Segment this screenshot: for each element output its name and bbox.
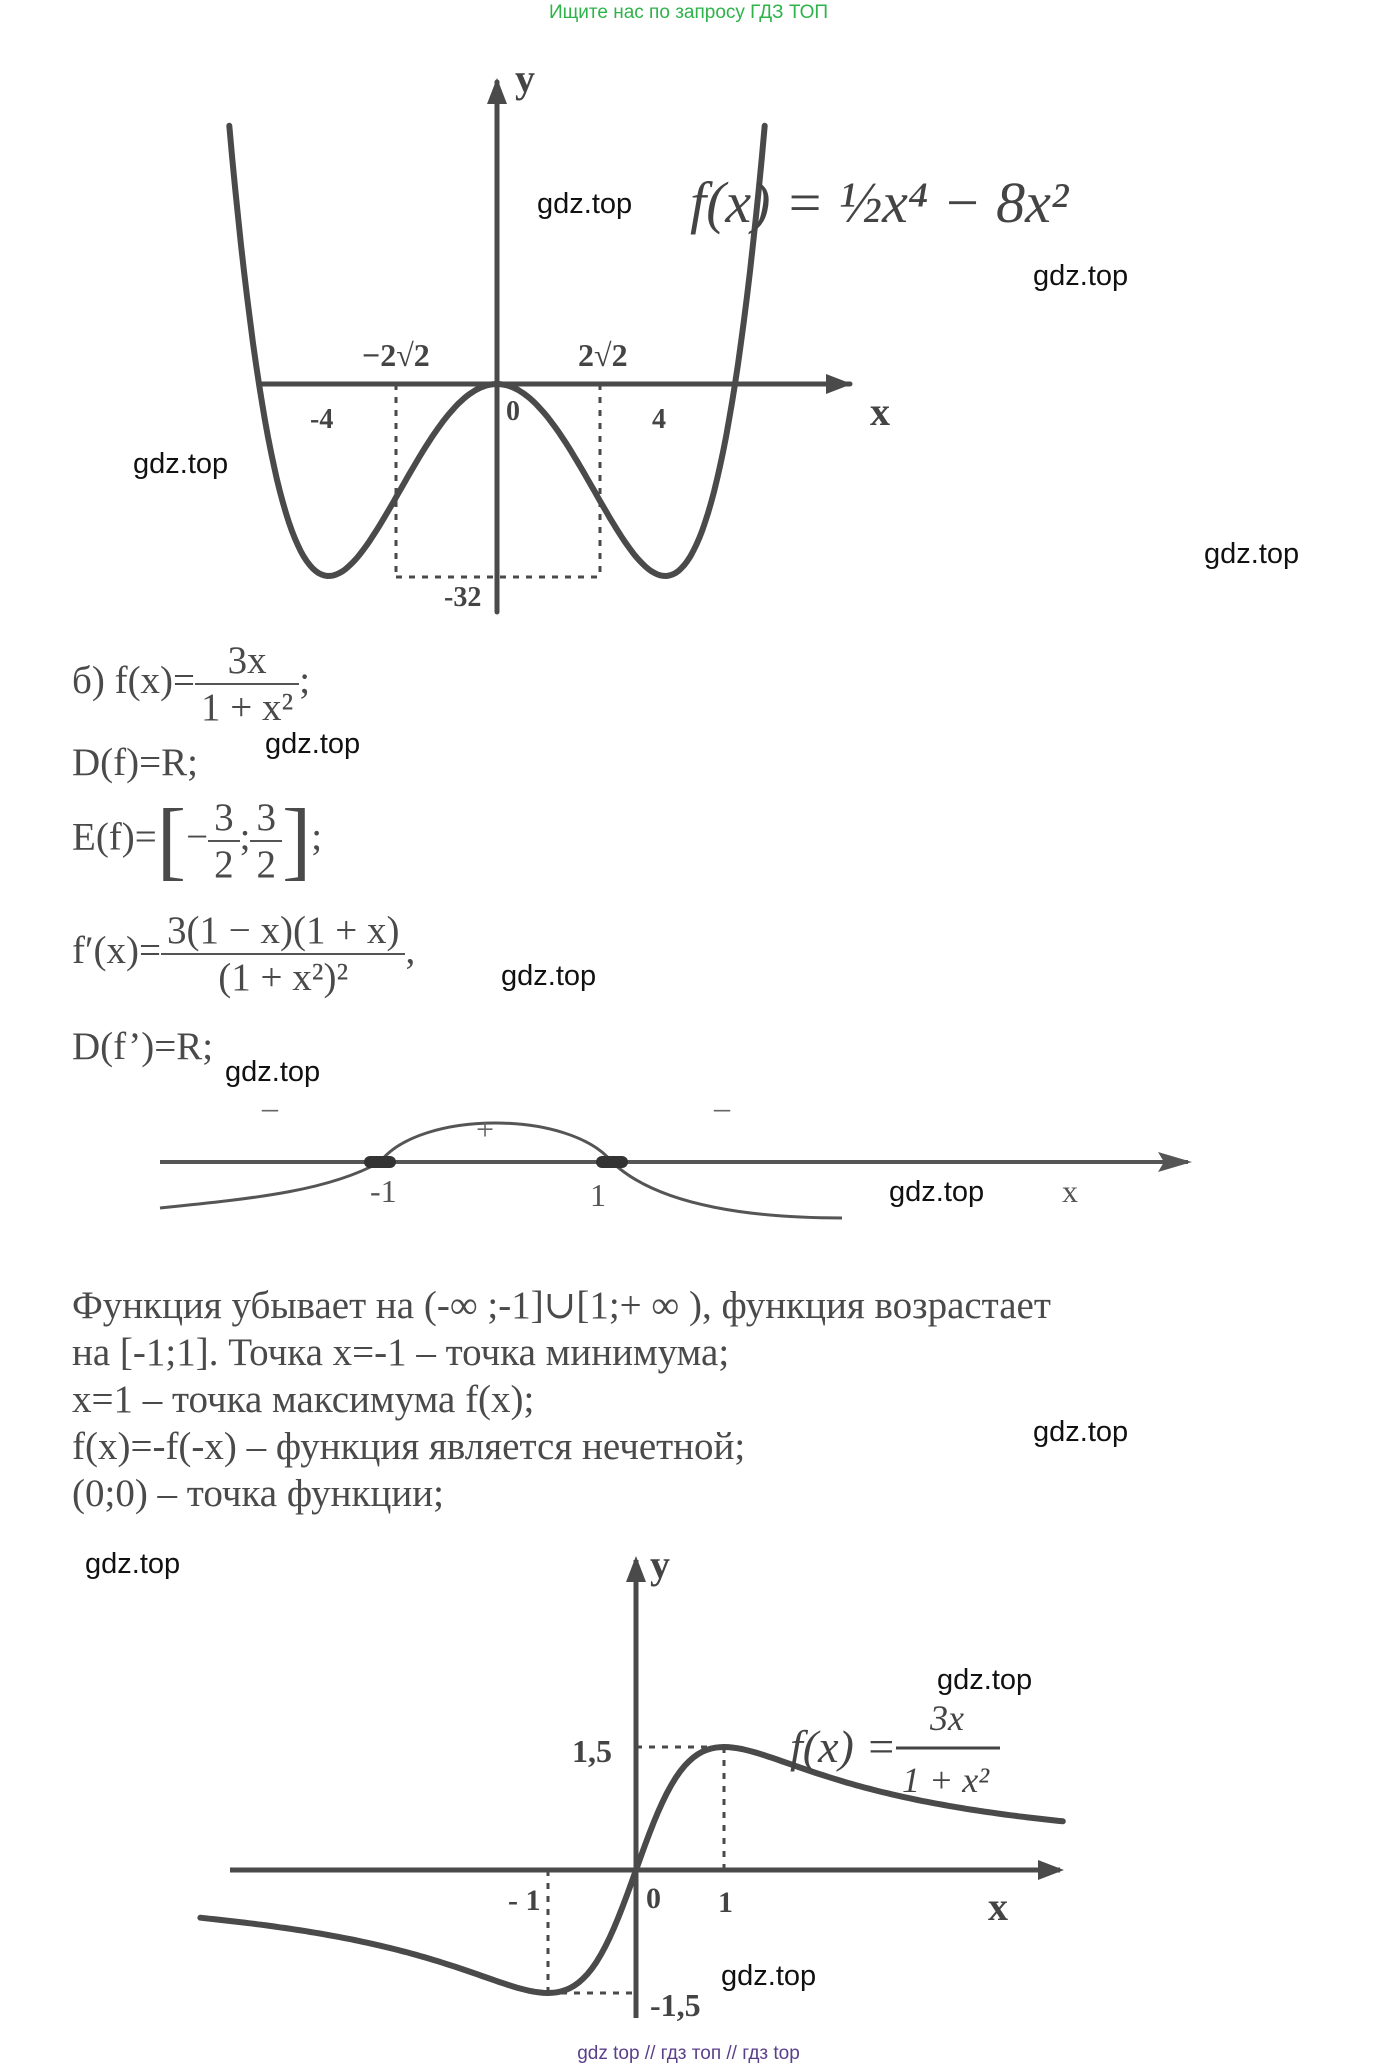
analysis-line-4: f(x)=-f(-x) – функция является нечетной; xyxy=(72,1425,746,1468)
y-arrow xyxy=(487,78,507,104)
rational-formula-den: 1 + x² xyxy=(902,1760,990,1800)
domain-line: D(f)=R; xyxy=(72,741,198,784)
search-hint[interactable]: Ищите нас по запросу ГДЗ ТОП xyxy=(548,2,829,23)
sign-label-a: -1 xyxy=(370,1173,397,1209)
x-label: x xyxy=(870,389,890,434)
sign-point-a xyxy=(364,1156,396,1168)
watermark-7: gdz.top xyxy=(225,1056,321,1088)
watermark-3: gdz.top xyxy=(133,448,229,480)
sign-chart xyxy=(0,1090,1377,1230)
range-bracket-right: ] xyxy=(281,792,312,889)
range-frac-b: $\frac{3}{2}$ xyxy=(250,795,282,887)
y-label-2: y xyxy=(650,1542,670,1587)
function-fraction xyxy=(195,638,299,730)
x-arrow xyxy=(826,374,852,394)
range-sep: ; xyxy=(239,815,251,859)
y-label: y xyxy=(515,56,535,101)
function-definition xyxy=(72,638,310,730)
watermark-11: gdz.top xyxy=(937,1664,1033,1696)
analysis-line-1: Функция убывает на (-∞ ;-1]∪[1;+ ∞ ), функция возрастает xyxy=(72,1284,1051,1327)
tick-zero-2: 0 xyxy=(646,1882,661,1915)
analysis-line-5: (0;0) – точка функции; xyxy=(72,1472,444,1515)
range-prefix: E(f)= xyxy=(72,815,157,859)
derivative-domain-line: D(f’)=R; xyxy=(72,1025,214,1068)
footer-links[interactable]: gdz top // гдз топ // гдз top xyxy=(577,2043,800,2064)
derivative-line xyxy=(72,908,415,1000)
tick-4: 4 xyxy=(652,404,666,435)
sign-axis-label: x xyxy=(1062,1173,1078,1209)
analysis-line-2: на [-1;1]. Точка x=-1 – точка минимума; xyxy=(72,1331,730,1374)
watermark-8: gdz.top xyxy=(889,1176,985,1208)
range-end: ; xyxy=(311,815,323,859)
y-arrow-2 xyxy=(626,1556,646,1582)
fraction-numerator: 3x xyxy=(195,638,299,685)
quartic-formula: f(x) = ½x⁴ − 8x² xyxy=(690,170,1069,235)
rational-formula-num: 3x xyxy=(930,1698,964,1738)
watermark-5: gdz.top xyxy=(265,728,361,760)
watermark-4: gdz.top xyxy=(1204,538,1300,570)
watermark-1: gdz.top xyxy=(537,188,633,220)
graph-quartic xyxy=(0,0,1377,640)
derivative-fraction: $\frac{3(1 - x)(1 + x)}{\text{(1 + x²)²}}$ xyxy=(161,908,405,1000)
range-line xyxy=(72,790,322,891)
sign-curve-left xyxy=(160,1162,380,1208)
derivative-prefix: f′(x)= xyxy=(72,928,161,972)
sign-curve-mid xyxy=(380,1123,612,1162)
sign-left: – xyxy=(262,1090,278,1125)
derivative-end: , xyxy=(405,928,416,972)
tick-minus4: -4 xyxy=(310,404,334,435)
watermark-6: gdz.top xyxy=(501,960,597,992)
sign-point-b xyxy=(596,1156,628,1168)
sign-mid: + xyxy=(476,1111,495,1147)
sign-right: – xyxy=(714,1090,730,1125)
watermark-10: gdz.top xyxy=(85,1548,181,1580)
tick-2root2: 2√2 xyxy=(578,337,628,373)
analysis-line-3: x=1 – точка максимума f(x); xyxy=(72,1378,535,1421)
watermark-2: gdz.top xyxy=(1033,260,1129,292)
tick-one: 1 xyxy=(718,1886,733,1919)
tick-bottom: -1,5 xyxy=(650,1987,701,2023)
function-end: ; xyxy=(299,658,311,702)
x-arrow-2 xyxy=(1038,1860,1064,1880)
function-label: б) f(x)= xyxy=(72,658,196,702)
watermark-12: gdz.top xyxy=(721,1960,817,1992)
range-frac-a: $\frac{3}{2}$ xyxy=(208,795,240,887)
sign-label-b: 1 xyxy=(590,1177,606,1213)
graph-rational xyxy=(0,1530,1377,2030)
rational-formula-prefix: f(x) = xyxy=(790,1721,897,1772)
tick-minus-2root2: −2√2 xyxy=(362,337,430,373)
tick-zero: 0 xyxy=(506,396,520,427)
tick-top: 1,5 xyxy=(572,1733,612,1769)
analysis-paragraph xyxy=(72,1282,1332,1517)
sign-curve-right xyxy=(612,1162,842,1218)
fraction-denominator: 1 + x² xyxy=(201,686,294,729)
x-label-2: x xyxy=(988,1884,1008,1929)
range-minus: − xyxy=(186,815,209,859)
range-bracket-left: [ xyxy=(156,792,187,889)
tick-minus32: -32 xyxy=(444,582,482,613)
tick-minus1: - 1 xyxy=(508,1884,541,1917)
watermark-9: gdz.top xyxy=(1033,1416,1129,1448)
